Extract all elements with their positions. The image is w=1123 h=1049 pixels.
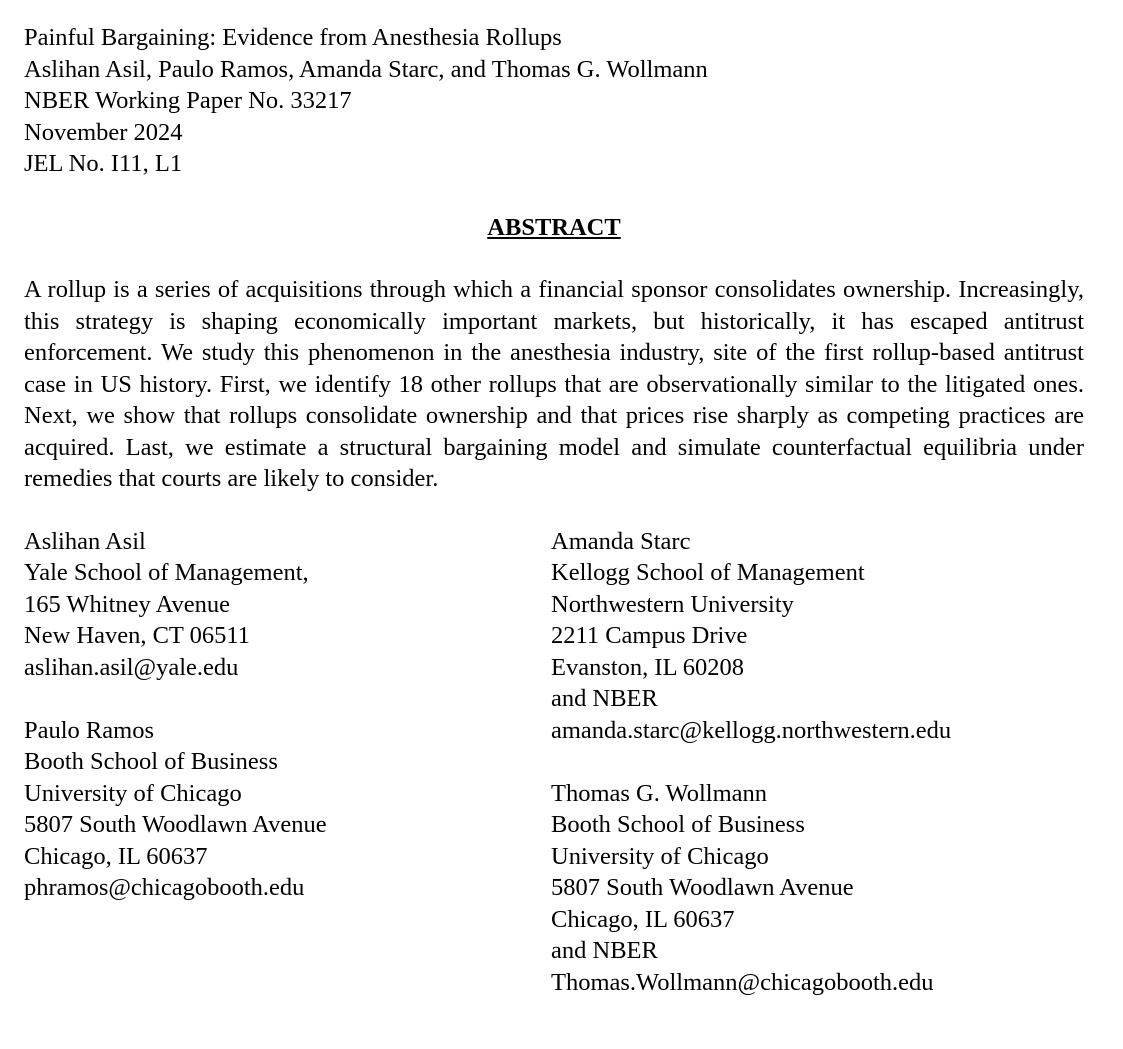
author-affiliation-line: and NBER	[551, 937, 658, 964]
author-address-line: Evanston, IL 60208	[551, 653, 745, 681]
author-affiliation-line: Booth School of Business	[24, 748, 278, 775]
author-address-line: 2211 Campus Drive	[551, 622, 748, 649]
author-address-line: 165 Whitney Avenue	[24, 590, 230, 618]
abstract-heading: ABSTRACT	[487, 213, 621, 241]
author-address-line: 5807 South Woodlawn Avenue	[551, 874, 854, 901]
paper-title: Painful Bargaining: Evidence from Anesthesia Rollups	[24, 24, 562, 51]
paper-header	[24, 22, 1084, 180]
abstract-text: A rollup is a series of acquisitions through which a financial sponsor consolidates ownership. Increasingly, this strategy is shaping economically important markets, but historically, it has escaped antitrust enforcement. We study this phenomenon in the anesthesia industry, site of the first rollup-based antitrust case in US history. First, we identify 18 other rollups that are observationally similar to the litigated ones. Next, we show that rollups consolidate ownership and that prices rise sharply as competing practices are acquired. Last, we estimate a structural bargaining model and simulate counterfactual equilibria under remedies that courts are likely to consider.	[24, 276, 1084, 492]
author-affiliation-line: Northwestern University	[551, 590, 794, 618]
author-affiliation-line: University of Chicago	[24, 779, 242, 807]
publication-date: November 2024	[24, 118, 183, 146]
author-email: phramos@chicagobooth.edu	[24, 874, 305, 901]
working-paper-number: NBER Working Paper No. 33217	[24, 87, 352, 114]
author-affiliation-line: University of Chicago	[551, 842, 769, 870]
author-address-line: Chicago, IL 60637	[551, 905, 735, 933]
author-email: Thomas.Wollmann@chicagobooth.edu	[551, 968, 934, 996]
paper-front-page	[24, 22, 1084, 996]
author-affiliation-line: Kellogg School of Management	[551, 559, 865, 586]
author-affiliation-line: and NBER	[551, 685, 658, 712]
author-affiliations	[24, 526, 1084, 996]
author-name: Paulo Ramos	[24, 716, 154, 744]
author-block	[24, 526, 544, 684]
author-address-line: New Haven, CT 06511	[24, 622, 250, 649]
author-name: Aslihan Asil	[24, 527, 146, 555]
author-block	[24, 715, 544, 904]
author-name: Amanda Starc	[551, 527, 691, 555]
author-address-line: Chicago, IL 60637	[24, 842, 208, 870]
author-column-left	[24, 526, 544, 936]
author-address-line: 5807 South Woodlawn Avenue	[24, 811, 327, 838]
author-name: Thomas G. Wollmann	[551, 779, 768, 807]
author-email: aslihan.asil@yale.edu	[24, 653, 239, 681]
author-affiliation-line: Yale School of Management,	[24, 559, 309, 586]
jel-codes: JEL No. I11, L1	[24, 150, 183, 177]
author-column-right	[551, 526, 1091, 1030]
author-email: amanda.starc@kellogg.northwestern.edu	[551, 716, 952, 744]
author-block	[551, 526, 1091, 747]
author-list: Aslihan Asil, Paulo Ramos, Amanda Starc, and Thomas G. Wollmann	[24, 55, 708, 83]
author-block	[551, 778, 1091, 999]
author-affiliation-line: Booth School of Business	[551, 811, 805, 838]
